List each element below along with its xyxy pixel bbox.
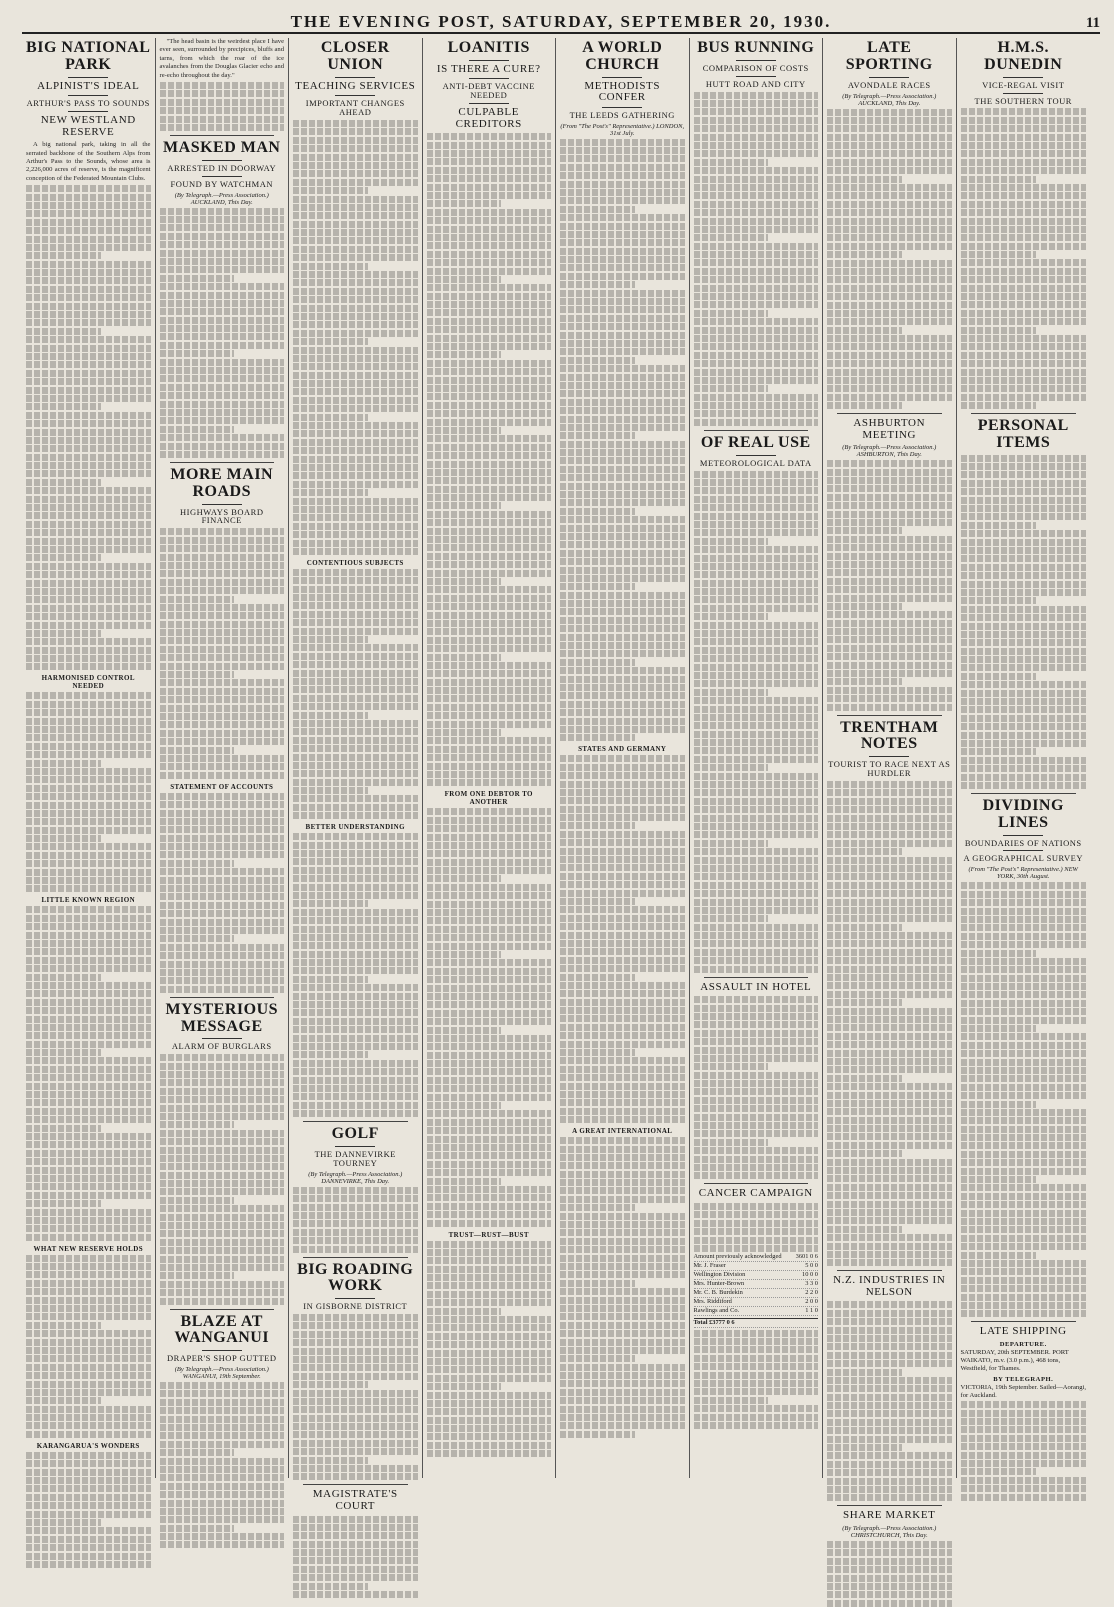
subheading: HARMONISED CONTROL NEEDED	[41, 674, 135, 691]
column-5	[556, 38, 690, 1478]
subheading: STATES AND GERMANY	[578, 745, 667, 754]
headline-main-roads	[160, 467, 285, 525]
headline-sub: CULPABLE CREDITORS	[455, 106, 522, 130]
headline-sub: HIGHWAYS BOARD FINANCE	[180, 506, 264, 526]
headline-sub: THE SOUTHERN TOUR	[974, 95, 1072, 106]
headline-dividing-lines	[961, 798, 1087, 863]
shipping-label: DEPARTURE.	[999, 1340, 1047, 1348]
headline-masked-man	[160, 140, 285, 189]
headline-sub: ARRESTED IN DOORWAY	[167, 162, 277, 173]
body-text	[427, 133, 552, 786]
body-text	[694, 471, 819, 973]
headline-sub: TOURIST TO RACE NEXT AS HURDLER	[828, 759, 951, 779]
headline-title: LOANITIS	[447, 39, 530, 56]
headline-sub: THE LEEDS GATHERING	[569, 109, 675, 120]
headline-blaze	[160, 1314, 285, 1364]
headline-title: PERSONAL ITEMS	[977, 417, 1069, 451]
body-text	[293, 1516, 418, 1599]
subheading: LITTLE KNOWN REGION	[41, 896, 136, 905]
column-6	[690, 38, 824, 1478]
headline-sub: ALPINIST'S IDEAL	[37, 79, 140, 92]
headline-assault	[694, 982, 819, 994]
body-text	[293, 1314, 418, 1480]
headline-sub: METHODISTS CONFER	[584, 79, 661, 104]
body-text	[26, 906, 151, 1240]
body-text	[293, 569, 418, 819]
body-text	[160, 793, 285, 993]
headline-cancer-campaign	[694, 1188, 819, 1200]
headline-title: ASHBURTON MEETING	[853, 417, 926, 441]
body-text	[827, 1541, 952, 1607]
headline-title: MORE MAIN ROADS	[170, 465, 274, 500]
headline-title: CANCER CAMPAIGN	[698, 1187, 813, 1200]
body-text	[26, 692, 151, 892]
headline-nz-industries	[827, 1275, 952, 1298]
headline-sub: TEACHING SERVICES	[295, 79, 416, 92]
headline-personal-items	[961, 418, 1087, 452]
subheading: STATEMENT OF ACCOUNTS	[170, 782, 274, 791]
headline-title: H.M.S. DUNEDIN	[984, 39, 1063, 73]
headline-sub: ANTI-DEBT VACCINE NEEDED	[442, 81, 535, 101]
headline-hms-dunedin	[961, 40, 1087, 105]
headline-sub: METEOROLOGICAL DATA	[699, 457, 812, 468]
subheading: WHAT NEW RESERVE HOLDS	[33, 1244, 143, 1253]
body-text	[26, 1255, 151, 1438]
table-row: Wellington Division 10 0 0	[693, 1271, 818, 1279]
headline-title: BIG ROADING WORK	[297, 1260, 414, 1295]
subheading: TRUST—RUST—BUST	[448, 1230, 529, 1239]
body-text	[293, 1187, 418, 1253]
subheading: KARANGARUA'S WONDERS	[36, 1441, 140, 1450]
dateline: (By Telegraph.—Press Association.) ASHBURTON, This Day.	[842, 444, 937, 459]
subheading: BETTER UNDERSTANDING	[305, 823, 405, 832]
body-text	[160, 82, 285, 131]
body-text	[427, 808, 552, 1226]
headline-sub: IN GISBORNE DISTRICT	[303, 1301, 408, 1312]
subheading: A GREAT INTERNATIONAL	[572, 1127, 673, 1136]
body-text	[827, 1301, 952, 1501]
headline-sub: HUTT ROAD AND CITY	[705, 78, 806, 89]
headline-title: DIVIDING LINES	[982, 796, 1064, 831]
headline-title: CLOSER UNION	[320, 39, 390, 73]
headline-golf	[293, 1126, 418, 1168]
body-text	[560, 139, 685, 742]
headline-title: MASKED MAN	[163, 138, 281, 156]
headline-title: BUS RUNNING	[697, 39, 815, 56]
headline-of-real-use	[694, 435, 819, 468]
headline-loanitis	[427, 40, 552, 130]
subscription-total: Total £3777 0 6	[694, 1318, 819, 1328]
columns	[22, 38, 1100, 1539]
subscription-table	[694, 1253, 819, 1316]
subheading: CONTENTIOUS SUBJECTS	[306, 558, 404, 567]
dateline: (By Telegraph.—Press Association.) DANNEVIRKE, This Day.	[308, 1170, 403, 1185]
shipping-entry: VICTORIA, 19th September. Sailed—Aorangi, for Auckland.	[960, 1383, 1087, 1399]
body-text	[961, 455, 1087, 789]
headline-late-shipping	[961, 1326, 1087, 1338]
body-text	[694, 92, 819, 426]
headline-sub: BOUNDARIES OF NATIONS	[964, 837, 1082, 848]
headline-world-church	[560, 40, 685, 120]
headline-title: ASSAULT IN HOTEL	[700, 980, 812, 993]
headline-sub: IS THERE A CURE?	[436, 62, 541, 75]
dateline: (By Telegraph.—Press Association.) WANGANUI, 19th September.	[174, 1366, 269, 1381]
body-text	[961, 1401, 1087, 1500]
headline-sub: COMPARISON OF COSTS	[702, 62, 809, 73]
body-text	[827, 460, 952, 710]
column-4	[423, 38, 557, 1478]
column-1	[22, 38, 156, 1478]
page-number: 11	[1085, 15, 1100, 31]
headline-sub: IMPORTANT CHANGES AHEAD	[305, 98, 405, 118]
headline-sub: A GEOGRAPHICAL SURVEY	[963, 853, 1084, 864]
headline-title: OF REAL USE	[700, 433, 811, 451]
headline-trentham	[827, 720, 952, 778]
article-paragraph: A big national park, taking in all the serrated backbone of the Southern Alps from Arthur's Pass to the Sounds, whose area is 2,226,000 acres of reserve, is the magnificent conception of the Federated Mountain Clubs.	[26, 141, 151, 182]
headline-sub: ARTHUR'S PASS TO SOUNDS	[26, 98, 150, 109]
headline-bus-running	[694, 40, 819, 89]
headline-title: BIG NATIONAL PARK	[26, 39, 151, 73]
article-paragraph: "The head basin is the weirdest place I have ever seen, surrounded by precipices, bluffs and tarns, from which the roar of the ice avalanches from the Douglas Glacier echo and re-echo throughout the day."	[159, 38, 284, 79]
headline-title: LATE SHIPPING	[979, 1325, 1067, 1338]
body-text	[560, 1137, 685, 1438]
headline-title: BLAZE AT WANGANUI	[174, 1312, 270, 1347]
dateline: (By Telegraph.—Press Association.) AUCKLAND, This Day.	[174, 191, 269, 206]
headline-roading	[293, 1262, 418, 1312]
body-text	[694, 996, 819, 1179]
subheading: FROM ONE DEBTOR TO ANOTHER	[444, 790, 533, 807]
shipping-entry: SATURDAY, 20th SEPTEMBER. PORT WAIKATO, m.v. (3.0 p.m.), 468 tons, Westfield, for Thames.	[960, 1348, 1069, 1372]
body-text	[160, 528, 285, 778]
body-text	[694, 1203, 819, 1252]
headline-title: N.Z. INDUSTRIES IN NELSON	[833, 1274, 946, 1298]
headline-closer-union	[293, 40, 418, 117]
headline-title: MAGISTRATE'S COURT	[312, 1488, 398, 1512]
body-text	[160, 1054, 285, 1304]
headline-ashburton	[827, 418, 952, 441]
headline-magistrates-court	[293, 1489, 418, 1512]
headline-title: MYSTERIOUS MESSAGE	[165, 1000, 279, 1035]
table-row: Mr. C. B. Burdekin 2 2 0	[693, 1289, 818, 1297]
headline-sub: THE DANNEVIRKE TOURNEY	[314, 1148, 396, 1168]
column-2	[156, 38, 290, 1478]
column-3	[289, 38, 423, 1512]
column-7	[823, 38, 957, 1539]
body-text	[961, 108, 1087, 409]
table-row: Rawlings and Co. 1 1 0	[693, 1307, 818, 1315]
body-text	[160, 1382, 285, 1548]
headline-sub: VICE-REGAL VISIT	[982, 79, 1065, 90]
headline-title: GOLF	[331, 1125, 379, 1143]
body-text	[560, 755, 685, 1123]
dateline: (From "The Post's" Representative.) LONDON, 31st July.	[560, 122, 685, 137]
headline-share-market	[827, 1510, 952, 1522]
headline-title: TRENTHAM NOTES	[840, 718, 939, 753]
body-text	[293, 120, 418, 555]
masthead	[22, 6, 1100, 34]
headline-title: SHARE MARKET	[843, 1509, 936, 1522]
headline-sub: NEW WESTLAND RESERVE	[40, 114, 136, 138]
headline-sub: ALARM OF BURGLARS	[171, 1041, 272, 1052]
headline-mysterious-message	[160, 1002, 285, 1052]
headline-sub: DRAPER'S SHOP GUTTED	[167, 1353, 277, 1364]
body-text	[26, 1452, 151, 1568]
body-text	[961, 882, 1087, 1317]
body-text	[427, 1241, 552, 1458]
dateline: (By Telegraph.—Press Association.) AUCKLAND, This Day.	[842, 92, 937, 107]
shipping-label: BY TELEGRAPH.	[993, 1375, 1054, 1383]
masthead-title: THE EVENING POST, SATURDAY, SEPTEMBER 20, 1930.	[290, 12, 832, 31]
headline-late-sporting	[827, 40, 952, 90]
headline-national-park	[26, 40, 151, 138]
body-text	[26, 185, 151, 670]
body-text	[160, 208, 285, 458]
table-row: Amount previously acknowledged 3601 0 6	[693, 1253, 818, 1261]
table-row: Mrs. Riddiford 2 0 0	[693, 1298, 818, 1306]
headline-title: LATE SPORTING	[845, 39, 933, 73]
body-text	[827, 781, 952, 1266]
body-text	[827, 109, 952, 410]
table-row: Mr. J. Fraser 5 0 0	[693, 1262, 818, 1270]
dateline: (By Telegraph.—Press Association.) CHRISTCHURCH, This Day.	[842, 1524, 937, 1539]
headline-sub: AVONDALE RACES	[847, 79, 931, 90]
body-text	[293, 833, 418, 1117]
headline-title: A WORLD CHURCH	[582, 39, 663, 73]
dateline: (From "The Post's" Representative.) NEW YORK, 30th August.	[968, 866, 1078, 881]
headline-sub: FOUND BY WATCHMAN	[170, 178, 273, 189]
shipping-notices	[961, 1341, 1087, 1400]
body-text	[694, 1330, 819, 1429]
column-8	[957, 38, 1091, 1478]
table-row: Mrs. Hunter-Brown 3 3 0	[693, 1280, 818, 1288]
